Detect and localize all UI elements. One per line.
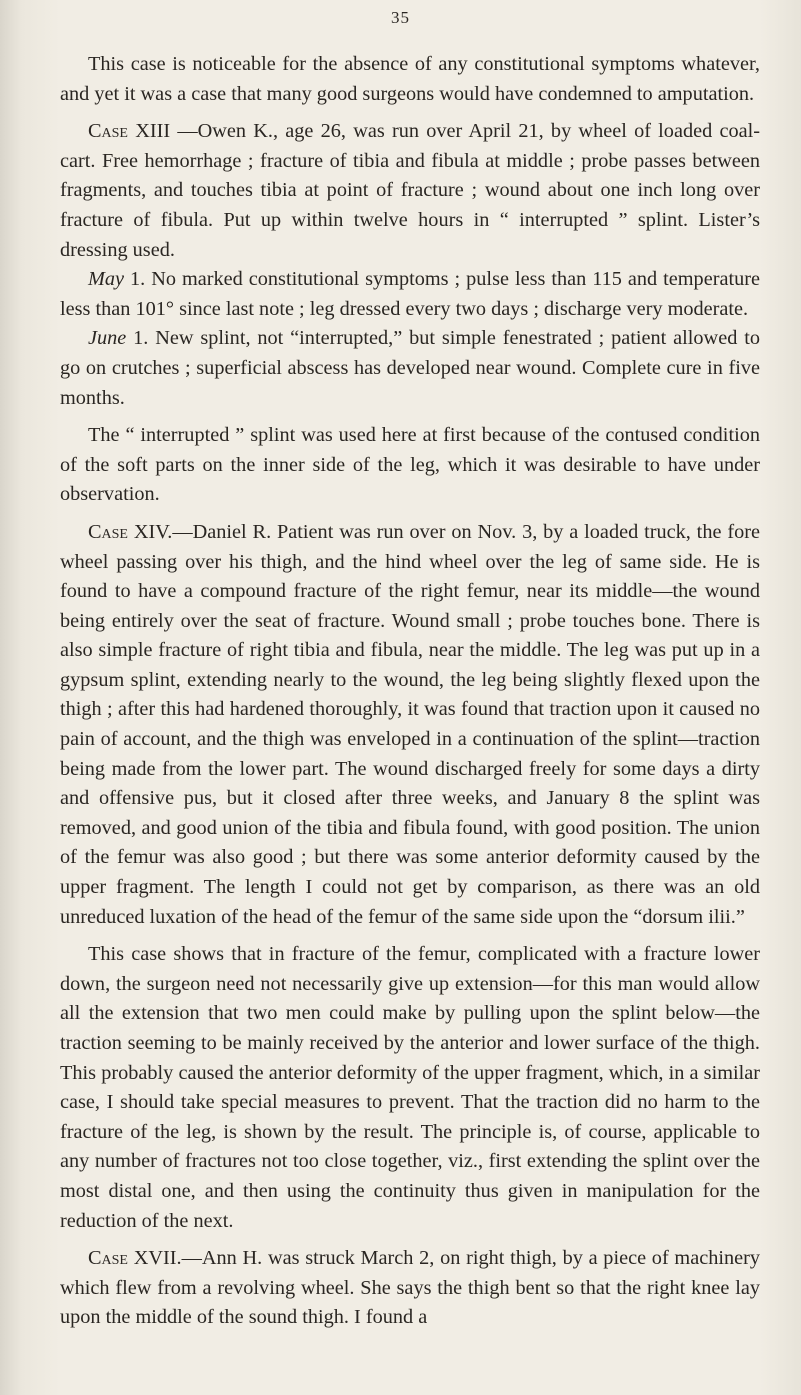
- paragraph-intro: [60, 50, 760, 109]
- paragraph-text: —Ann H. was struck March 2, on right thigh, by a piece of machinery which flew from a revolving wheel. She says the thigh bent so that the right knee lay upon the middle of the sound thigh. I found a: [60, 1247, 761, 1329]
- paragraph-text: 1. No marked constitutional symptoms ; pulse less than 115 and temperature less than 101° since last note ; leg dressed every two days ; discharge very moderate.: [60, 268, 760, 320]
- paragraph-june-note: [60, 324, 760, 413]
- body-text: [60, 50, 760, 1333]
- paragraph-case-xiii: [60, 117, 760, 265]
- page-number: 35: [391, 8, 410, 27]
- paragraph-text: —Owen K., age 26, was run over April 21, by wheel of loaded coal-cart. Free hemorrhage ; fracture of tibia and fibula at middle ; probe passes between fragments, and touches tibia at point of fracture ; wound about one inch long over fracture of fibula. Put up within twelve hours in “ interrupted ” splint. Lister’s dressing used.: [60, 120, 760, 261]
- paragraph-text: This case shows that in fracture of the femur, complicated with a fracture lower down, the surgeon need not necessarily give up extension—for this man would allow all the extension that two men could make by pulling upon the splint below—the traction seeming to be mainly received by the anterior and lower surface of the thigh. This probably caused the anterior deformity of the upper fragment, which, in a similar case, I should take special measures to prevent. That the traction did no harm to the fracture of the leg, is shown by the result. The principle is, of course, applicable to any number of fractures not too close together, viz., first extending the splint over the most distal one, and then using the continuity thus given in manipulation for the reduction of the next.: [60, 943, 760, 1232]
- paragraph-case-xvii: [60, 1244, 760, 1333]
- paragraph-case-xiv: [60, 518, 760, 932]
- date-lead: May: [88, 268, 125, 291]
- date-lead: June: [88, 327, 127, 350]
- paragraph-text: The “ interrupted ” splint was used here at first because of the contused condition of the soft parts on the inner side of the leg, which it was desirable to have under observation.: [60, 424, 760, 506]
- paragraph-may-note: [60, 265, 760, 324]
- paragraph-text: —Daniel R. Patient was run over on Nov. 3, by a loaded truck, the fore wheel passing over his thigh, and the hind wheel over the leg of same side. He is found to have a compound fracture of the right femur, near its middle—the wound being entirely over the seat of fracture. Wound small ; probe touches bone. There is also simple fracture of right tibia and fibula, near the middle. The leg was put up in a gypsum splint, extending nearly to the wound, the leg being slightly flexed upon the thigh ; after this had hardened thoroughly, it was found that traction upon it caused no pain of account, and the thigh was enveloped in a continuation of the splint—traction being made from the lower part. The wound discharged freely for some days a dirty and offensive pus, but it closed after three weeks, and January 8 the splint was removed, and good union of the tibia and fibula found, with good position. The union of the femur was also good ; but there was some anterior deformity caused by the upper fragment. The length I could not get by comparison, as there was an old unreduced luxation of the head of the femur of the same side upon the “dorsum ilii.”: [60, 520, 760, 928]
- paragraph-femur-discussion: [60, 940, 760, 1236]
- paragraph-interrupted-splint: [60, 421, 760, 510]
- case-heading: Case XIII: [88, 120, 171, 143]
- case-heading: Case XVII.: [88, 1247, 182, 1270]
- paragraph-text: This case is noticeable for the absence of any constitutional symptoms whatever, and yet it was a case that many good surgeons would have condemned to amputation.: [60, 53, 760, 105]
- paragraph-text: 1. New splint, not “interrupted,” but simple fenestrated ; patient allowed to go on crutches ; superficial abscess has developed near wound. Complete cure in five months.: [60, 327, 760, 409]
- case-heading: Case XIV.: [88, 520, 173, 543]
